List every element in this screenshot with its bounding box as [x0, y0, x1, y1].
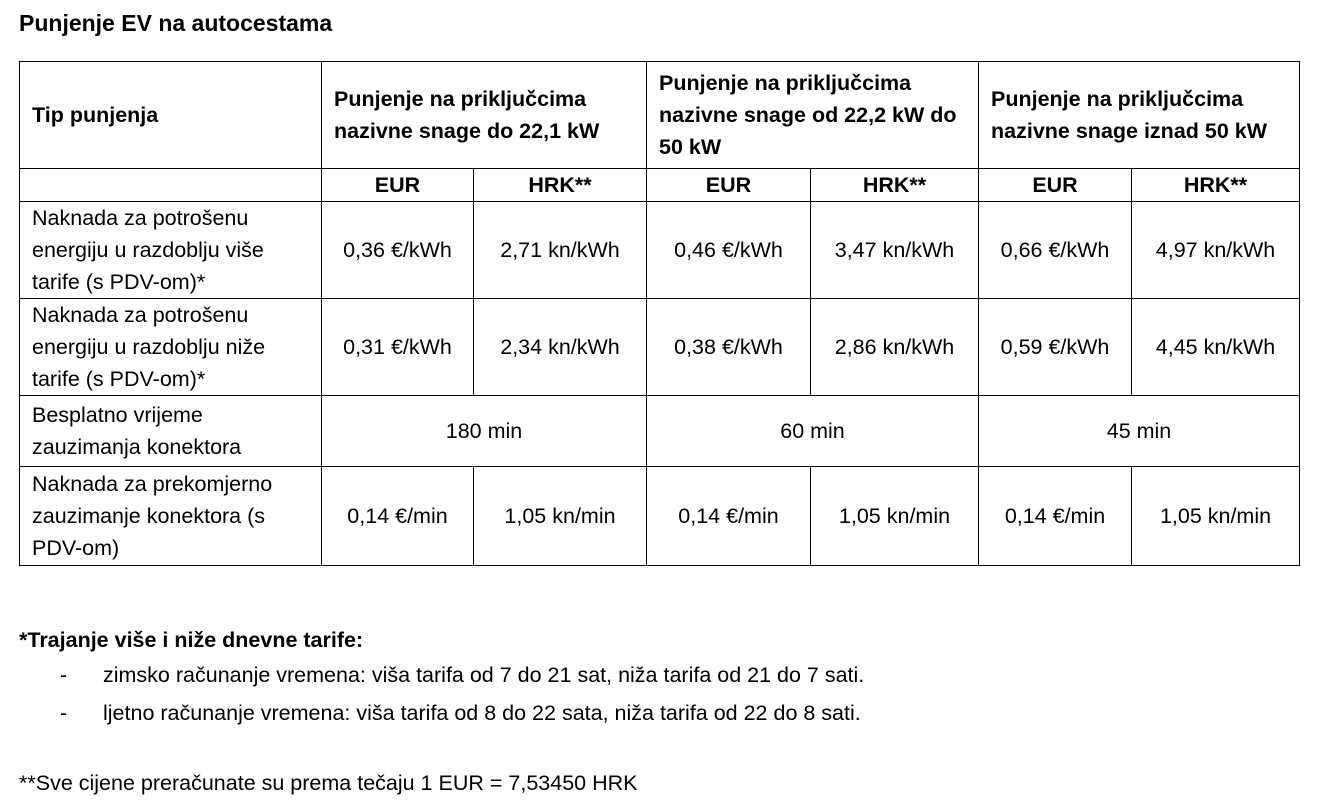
currency-header: EUR: [647, 169, 811, 202]
table-cell: 0,38 €/kWh: [647, 299, 811, 396]
currency-header: HRK**: [811, 169, 979, 202]
table-cell: 0,14 €/min: [979, 467, 1132, 566]
row-label: Naknada za prekomjerno zauzimanje konektora (s PDV-om): [20, 467, 322, 566]
table-cell: 2,86 kn/kWh: [811, 299, 979, 396]
currency-header: EUR: [979, 169, 1132, 202]
currency-header-row: [20, 169, 1300, 202]
table-cell: 0,46 €/kWh: [647, 202, 811, 299]
table-cell: 3,47 kn/kWh: [811, 202, 979, 299]
table-cell: 1,05 kn/min: [1132, 467, 1300, 566]
currency-header-empty: [20, 169, 322, 202]
table-cell: 1,05 kn/min: [811, 467, 979, 566]
header-group-22-to-50kw: Punjenje na priključcima nazivne snage od 22,2 kW do 50 kW: [647, 62, 979, 169]
header-type-label: Tip punjenja: [20, 62, 322, 169]
header-group-over-50kw: Punjenje na priključcima nazivne snage iznad 50 kW: [979, 62, 1300, 169]
table-row: [20, 467, 1300, 566]
row-label: Besplatno vrijeme zauzimanja konektora: [20, 396, 322, 467]
list-item-text: zimsko računanje vremena: viša tarifa od 7 do 21 sat, niža tarifa od 21 do 7 sati.: [103, 663, 865, 687]
row-label: Naknada za potrošenu energiju u razdoblju niže tarife (s PDV-om)*: [20, 299, 322, 396]
table-cell: 0,59 €/kWh: [979, 299, 1132, 396]
currency-header: EUR: [322, 169, 474, 202]
table-cell: 0,36 €/kWh: [322, 202, 474, 299]
table-header-row: [20, 62, 1300, 169]
table-cell: 0,31 €/kWh: [322, 299, 474, 396]
table-cell: 0,14 €/min: [322, 467, 474, 566]
currency-header: HRK**: [1132, 169, 1300, 202]
table-cell-merged: 180 min: [322, 396, 647, 467]
list-item-text: ljetno računanje vremena: viša tarifa od 8 do 22 sata, niža tarifa od 22 do 8 sati.: [103, 701, 861, 725]
table-cell: 2,71 kn/kWh: [474, 202, 647, 299]
table-cell: 0,14 €/min: [647, 467, 811, 566]
table-row: [20, 396, 1300, 467]
row-label: Naknada za potrošenu energiju u razdoblju više tarife (s PDV-om)*: [20, 202, 322, 299]
table-cell: 4,45 kn/kWh: [1132, 299, 1300, 396]
table-cell: 0,66 €/kWh: [979, 202, 1132, 299]
table-cell-merged: 60 min: [647, 396, 979, 467]
table-cell: 4,97 kn/kWh: [1132, 202, 1300, 299]
table-row: [20, 299, 1300, 396]
table-cell-merged: 45 min: [979, 396, 1300, 467]
table-cell: 1,05 kn/min: [474, 467, 647, 566]
currency-header: HRK**: [474, 169, 647, 202]
tariff-note-title: *Trajanje više i niže dnevne tarife:: [19, 628, 364, 652]
bullet-marker: -: [60, 701, 68, 725]
exchange-rate-footnote: **Sve cijene preračunate su prema tečaju 1 EUR = 7,53450 HRK: [19, 771, 638, 795]
bullet-marker: -: [60, 663, 68, 687]
header-group-up-to-22kw: Punjenje na priključcima nazivne snage do 22,1 kW: [322, 62, 647, 169]
table-cell: 2,34 kn/kWh: [474, 299, 647, 396]
page-title: Punjenje EV na autocestama: [19, 10, 333, 36]
table-row: [20, 202, 1300, 299]
tariff-table: [19, 61, 1300, 566]
